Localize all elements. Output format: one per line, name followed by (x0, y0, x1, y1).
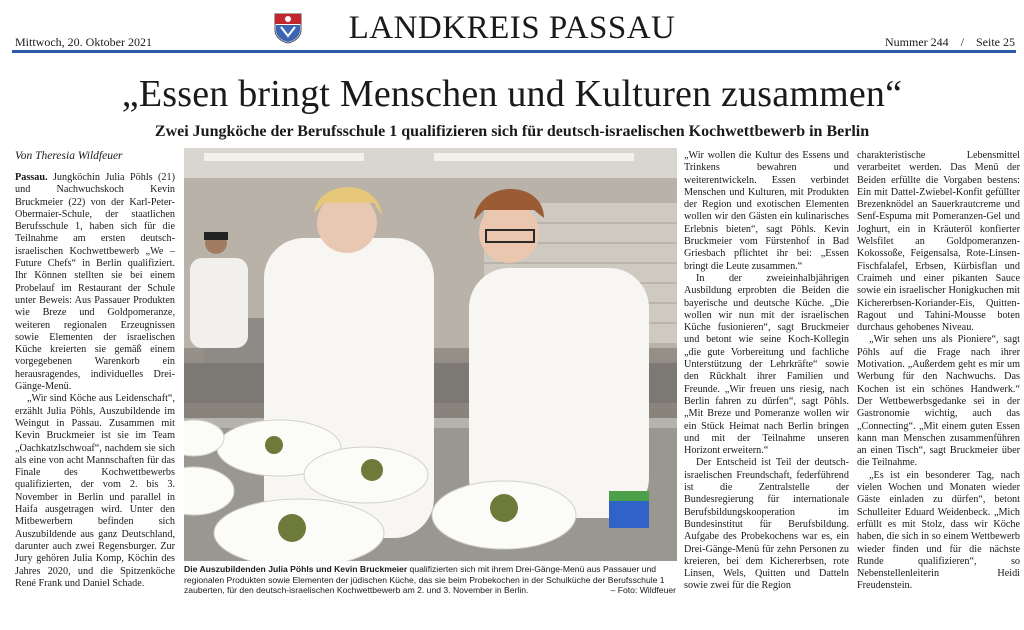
kitchen-scene-illustration (184, 148, 677, 561)
paragraph: „Wir sind Köche aus Leidenschaft“, erzählt Julia Pöhls, Auszubildende im Weingut in Passau. Zusammen mit Kevin Bruckmeier ist sie im Team „Oachkatzlschwoaf“, nachdem sie sich als eine von acht Mannschaften für das Finale des Kochwettbewerbs qualifizierten, der vom 2. bis 3. November in Berlin und parallel in Haifa ausgetragen wird. Unter den Mitbewerbern befinden sich Auszubildende aus ganz Deutschland, darunter auch zwei Regensburger. Zur Jury gehören Julia Komp, Köchin des Jahres 2020, und die Spitzenköche René Frank und Daniel Schade. (15, 393, 175, 589)
masthead-rule (12, 50, 1016, 53)
paragraph: „Wir wollen die Kultur des Essens und Trinkens bewahren und weiterentwickeln. Essen verbindet Menschen und Kulturen, mit Produkten der Region und exotischen Elementen wollen wir den Gästen ein kulinarisches Erlebnis bieten“, sagt Pöhls. Kevin Bruckmeier vom Fürstenhof in Bad Griesbach pflichtet ihr bei: „Essen bringt die Leute zusammen.“ (684, 150, 849, 272)
article-column-2 (684, 150, 849, 593)
issue-info (885, 35, 1015, 50)
caption-text: qualifizierten sich mit ihrem Drei-Gänge-Menü aus Passauer und regionalen Produkten sowie Elementen der jüdischen Küche, das sie beim Probekochen in der Schulküche der Berufsschule 1 zauberten, für den deutsch-israelischen Kochwettbewerb am 2. und 3. November in Berlin. (184, 564, 665, 596)
paragraph (15, 172, 175, 393)
newspaper-masthead: LANDKREIS PASSAU (348, 10, 676, 46)
photo-credit: – Foto: Wildfeuer (610, 585, 676, 596)
article-subheadline: Zwei Jungköche der Berufsschule 1 qualifizieren sich für deutsch-israelischen Kochwettbewerb in Berlin (154, 123, 870, 140)
article-column-3 (857, 150, 1020, 593)
caption-names: Die Auszubildenden Julia Pöhls und Kevin Bruckmeier (184, 564, 408, 574)
dateline: Passau. (15, 172, 48, 183)
issue-date: Mittwoch, 20. Oktober 2021 (15, 35, 152, 49)
paragraph: „Es ist ein besonderer Tag, nach vielen Wochen und Monaten wieder Gäste einladen zu dürfen“, betont Schulleiter Eduard Weidenbeck. „Mich erfüllt es mit Stolz, dass wir Köche haben, die sich in so einem Wettbewerb wieder finden und für die nächste Runde qualifizieren“, so Nebenstellenleiterin Heidi Freudenstein. (857, 469, 1020, 592)
article-headline: „Essen bringt Menschen und Kulturen zusammen“ (121, 73, 903, 115)
paragraph: charakteristische Lebensmittel verarbeitet werden. Das Menü der Beiden erfüllte die Vorgaben bestens: Ein mit Dattel-Zwiebel-Konfit gefüllter Brezenknödel an Sauerkrautcreme und Senf-Espuma mit Pomeranzen-Gel und Joghurt, ein in Kräuteröl konfierter Welsfilet an Goldpomeranzen-Kokossoße, Feigensalsa, Rote-Linsen-Fischfalafel, Erbsen, Kürbisflan und Craimeh und einer pikanten Sauce sowie ein israelischer Honigkuchen mit Kichererbsen-Koriander-Eis, Quitten-Ragout und Tahini-Mousse boten durchaus gehobenes Niveau. (857, 150, 1020, 334)
issue-number: Nummer 244 (885, 35, 949, 49)
paragraph: Der Entscheid ist Teil der deutsch-israelischen Freundschaft, federführend ist die Zentralstelle der Bundesregierung für internationale Berufsbildungskooperation im Bundesinstitut für Berufsbildung. Aufgabe des Probekochens war es, ein Drei-Gänge-Menü für zehn Personen zu kreieren, bei dem Kichererbsen, rote Linsen, Wels, Quitten und Datteln sowie zwei für die Region (684, 457, 849, 592)
page-number: Seite 25 (976, 35, 1015, 49)
article-photo (184, 148, 677, 561)
issue-separator: / (960, 35, 964, 49)
paragraph: In der zweieinhalbjährigen Ausbildung erprobten die Beiden die bayerische und deutsche Küche. „Die wollen wir nun mit der israelischen Küche fusionieren“, sagt Bruckmeier und betont wie seine Koch-Kollegin „die gute Vorbereitung und fachliche Unterstützung der Lehrkräfte“ sowie den Rückhalt ihrer Familien und Freunde. „Wir freuen uns riesig, nach Berlin fahren zu dürfen“, sagt Pöhls. „Mit Breze und Pomeranze wollen wir ein Stück Heimat nach Berlin bringen und mit der Teilnahme unseren Horizont erweitern.“ (684, 272, 849, 457)
paragraph-text: Jungköchin Julia Pöhls (21) und Nachwuchskoch Kevin Bruckmeier (22) von der Karl-Peter-Obermaier-Schule, der staatlichen Berufsschule 1, haben sich für die Teilnahme am ersten deutsch-israelischen Kochwettbewerb „We – Future Chefs“ in Berlin qualifiziert. Ihr Können stellten sie bei einem Probelauf im Restaurant der Schule unter Beweis: Aus Passauer Produkten wie Breze und Goldpomeranze, weiteren regionalen Erzeugnissen sowie Elementen der israelischen Küche kreierten sie gemäß einem vorgegebenen Warenkorb ein herausragendes, individuelles Drei-Gänge-Menü. (15, 172, 175, 393)
paragraph: „Wir sehen uns als Pioniere“, sagt Pöhls auf die Frage nach ihrer Motivation. „Außerdem geht es mir um Werbung für den Nachwuchs. Das Kochen ist ein schönes Handwerk.“ Der Wettbewerbsgedanke sei in der Gastronomie wichtig, auch das „Connecting“. „Mit einem guten Essen kann man Menschen zusammenführen an einen Tisch“, sagt Bruckmeier über die Teilnahme. (857, 334, 1020, 469)
article-byline: Von Theresia Wildfeuer (15, 150, 123, 162)
article-column-1 (15, 172, 175, 590)
photo-caption (184, 564, 676, 596)
